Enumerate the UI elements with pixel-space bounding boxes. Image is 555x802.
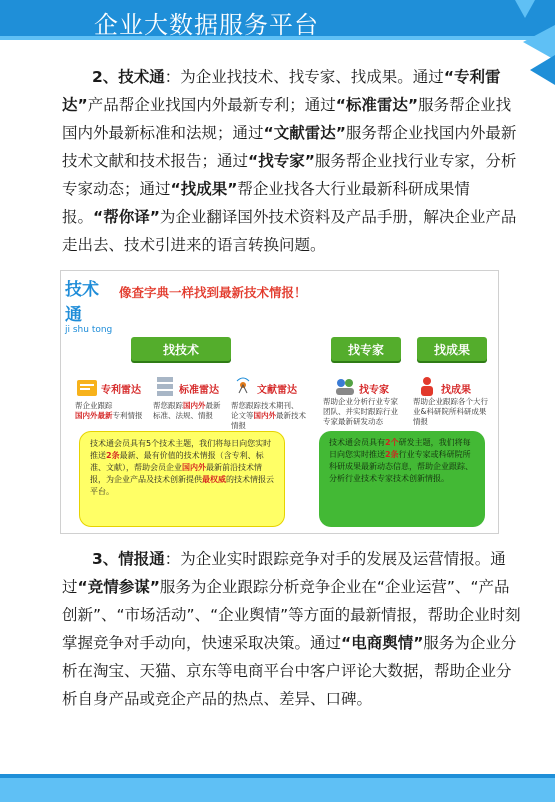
section-intel-intro: ：为企业实时跟踪竞争对手的发展及运营情报。通过 [62,550,506,596]
yellow-text-b: 2条 [106,451,120,460]
footer-stripe [0,774,555,778]
server-stack-icon [153,375,177,397]
section-intel-heading: 3、情报通 [92,550,165,568]
ribbon-find-result: 找成果 [417,337,487,361]
yellow-text-d: 国内外 [182,463,206,472]
service-find-expert: “找专家” [248,152,315,170]
research-person-icon [415,375,439,397]
logo-pinyin: ji shu tong [65,325,113,335]
service-translate-text: 为企业翻译国外技术资料及产品手册，解决企业产品走出去、技术引进来的语言转换问题。 [62,208,517,254]
desc-standard-a: 帮您跟踪 [153,401,183,410]
green-text-b: 2个 [385,438,399,447]
yellow-member-box [79,431,285,527]
desc-standard-b: 国内外 [183,401,206,410]
service-find-result: “找成果” [170,180,238,198]
green-text-c: 研发主题，我们将每日向您实时推送 [329,438,471,459]
green-text-a: 技术通会员具有 [329,438,385,447]
desc-patent-c: 专利情报 [112,411,143,420]
green-text-e: 行业专家或科研院所科研成果最新动态信息，帮助企业跟踪、分析行业技术专家技术创新情报。 [329,450,473,483]
section-intel-paragraph [62,545,524,713]
desc-literature-c: 国内外 [253,411,276,420]
footer-bar [0,774,555,802]
service-patent-text: 产品帮企业找国内外最新专利；通过 [87,96,336,114]
logo-text: 技术通 [65,280,99,325]
ribbon-find-tech: 找技术 [131,337,231,361]
section-tech-paragraph [62,63,524,259]
service-competitor-advisor: “竞情参谋” [77,578,160,596]
feat-patent-radar: 专利雷达 [101,385,141,396]
section-tech-heading: 2、技术通 [92,68,165,86]
antenna-icon [231,375,255,397]
feat-literature-radar: 文献雷达 [257,385,297,396]
tech-infographic [60,270,499,534]
infographic-logo [65,275,115,335]
yellow-text-c: 最新、最有价值的技术情报（含专利、标准、文献），帮助会员企业 [90,451,264,472]
page-title: 企业大数据服务平台 [94,11,319,39]
expert-group-icon [333,375,357,397]
desc-patent [75,401,145,421]
desc-patent-b: 国内外最新 [75,411,113,420]
yellow-text-f: 最权威 [202,475,226,484]
service-competitor-text: 服务为企业跟踪分析竞争企业在“企业运营”、“产品创新”、“市场活动”、“企业舆情”等方面的最新情报，帮助企业时刻掌握竞争对手动向，快速采取决策。通过 [62,578,521,652]
yellow-text-g: 的技术情报云平台。 [90,475,274,496]
service-result-text: 帮企业找各大行业最新科研成果情报。 [62,180,470,226]
yellow-text-e: 最新前沿技术情报，为企业产品及技术创新提供 [90,463,262,484]
desc-standard-d: 标准、法规、情报 [153,411,213,420]
desc-standard-c: 最新 [205,401,221,410]
section-tech-intro: ：为企业找技术、找专家、找成果。通过 [164,68,444,86]
desc-literature-a: 帮您跟踪技术期刊、 [231,401,299,410]
desc-expert: 帮助企业分析行业专家团队、并实时跟踪行业专家最新研发动态 [323,397,398,426]
infographic-slogan: 像查字典一样找到最新技术情报！ [119,285,307,300]
service-literature-text: 服务帮企业找国内外最新技术文献和技术报告；通过 [62,124,517,170]
service-translate: “帮你译” [93,208,160,226]
desc-literature-d: 最新技术情报 [231,411,306,430]
desc-patent-a: 帮企业跟踪 [75,401,113,410]
desc-literature-b: 论文等 [231,411,254,420]
yellow-text-a: 技术通会员具有5个技术主题，我们将每日向您实时推送 [90,439,272,460]
patent-doc-icon [75,377,99,399]
service-ecommerce-sentiment: “电商舆情” [341,634,424,652]
ribbon-find-expert: 找专家 [331,337,401,361]
service-literature-radar: “文献雷达” [263,124,346,142]
service-patent-radar: “专利雷达” [62,68,501,114]
green-member-box [319,431,485,527]
desc-result: 帮助企业跟踪各个大行业&科研院所科研成果情报 [413,397,488,426]
feat-find-expert: 找专家 [359,385,389,396]
feat-standard-radar: 标准雷达 [179,385,219,396]
green-text-d: 2条 [385,450,399,459]
desc-literature [231,401,311,431]
service-expert-text: 服务帮企业找行业专家，分析专家动态；通过 [62,152,517,198]
service-standard-text: 服务帮企业找国内外最新标准和法规；通过 [62,96,512,142]
desc-standard [153,401,225,421]
service-standard-radar: “标准雷达” [335,96,419,114]
service-ecommerce-text: 服务为企业分析在淘宝、天猫、京东等电商平台中客户评论大数据，帮助企业分析自身产品或竞企产品的热点、差异、口碑。 [62,634,517,708]
feat-find-result: 找成果 [441,385,471,396]
